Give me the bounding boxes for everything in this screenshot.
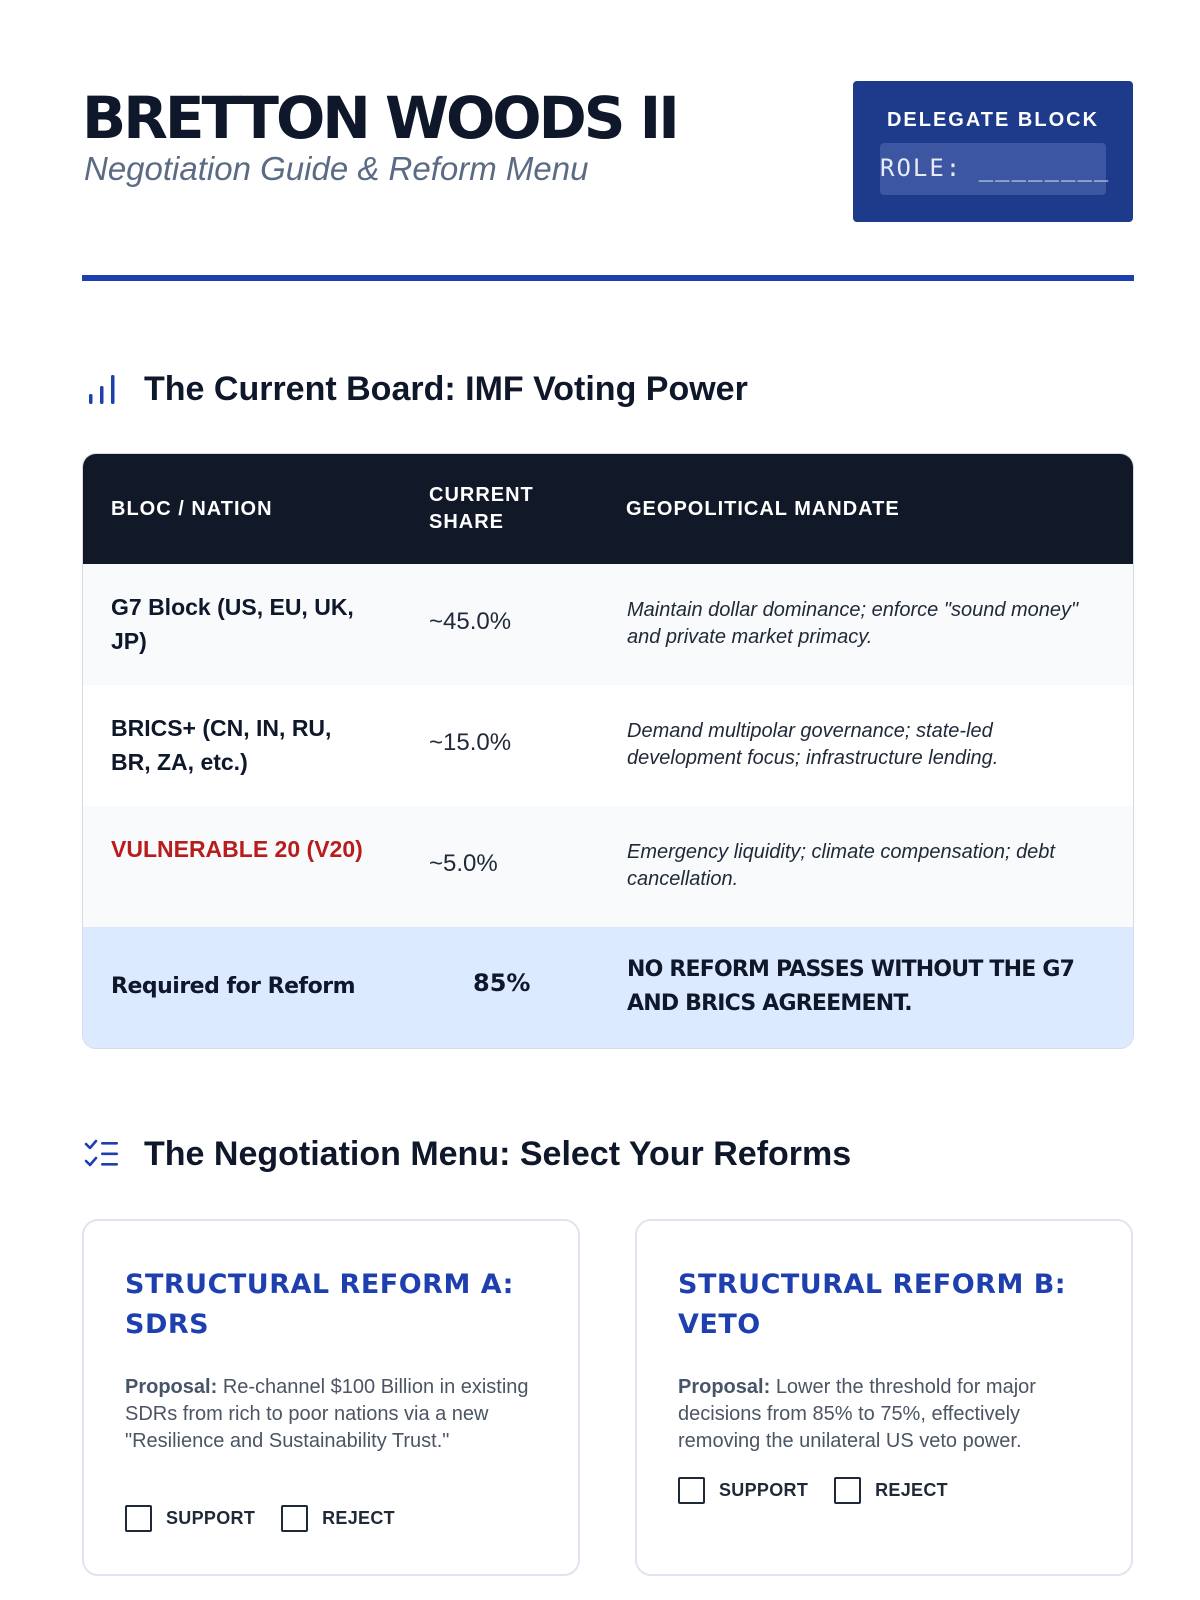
- reject-option[interactable]: [834, 1477, 948, 1504]
- current-share: ~45.0%: [429, 608, 512, 635]
- support-checkbox[interactable]: [678, 1477, 705, 1504]
- table-header: [83, 454, 1133, 564]
- table-footer-row: [83, 927, 1133, 1049]
- reform-proposal: [678, 1374, 1098, 1455]
- vote-options: [678, 1477, 974, 1504]
- bloc-name: G7 Block (US, EU, UK, JP): [111, 594, 354, 654]
- header-divider: [82, 275, 1134, 281]
- reform-proposal: [125, 1374, 545, 1455]
- section-title: The Current Board: IMF Voting Power: [144, 369, 748, 408]
- delegate-block: [853, 81, 1133, 222]
- vote-options: [125, 1505, 421, 1532]
- table-row: [83, 806, 1133, 927]
- geopolitical-mandate: Demand multipolar governance; state-led development focus; infrastructure lending.: [627, 720, 999, 769]
- support-option[interactable]: [125, 1505, 255, 1532]
- proposal-label: Proposal:: [125, 1376, 218, 1398]
- page-subtitle: Negotiation Guide & Reform Menu: [84, 150, 589, 187]
- geopolitical-mandate: Maintain dollar dominance; enforce "sound money" and private market primacy.: [627, 599, 1079, 648]
- reject-checkbox[interactable]: [834, 1477, 861, 1504]
- section-title: The Negotiation Menu: Select Your Reforms: [144, 1134, 852, 1173]
- proposal-text: Re-channel $100 Billion in existing SDRs from rich to poor nations via a new "Resilience and Sustainability Trust.": [125, 1376, 529, 1452]
- bloc-name: VULNERABLE 20 (V20): [111, 836, 363, 862]
- reform-card-a: [82, 1219, 580, 1576]
- section-heading-board: [82, 364, 748, 414]
- table-row: [83, 564, 1133, 685]
- page-title: BRETTON WOODS II: [82, 84, 677, 152]
- geopolitical-mandate: Emergency liquidity; climate compensation; debt cancellation.: [627, 841, 1055, 890]
- reform-threshold: 85%: [473, 969, 531, 997]
- bar-chart-icon: [82, 369, 122, 409]
- table-row: [83, 685, 1133, 806]
- reform-card-b: [635, 1219, 1133, 1576]
- section-heading-menu: [82, 1129, 851, 1179]
- reject-checkbox[interactable]: [281, 1505, 308, 1532]
- support-option[interactable]: [678, 1477, 808, 1504]
- support-label: SUPPORT: [719, 1480, 809, 1500]
- reject-option[interactable]: [281, 1505, 395, 1532]
- bloc-name: BRICS+ (CN, IN, RU, BR, ZA, etc.): [111, 715, 332, 775]
- proposal-text: Lower the threshold for major decisions from 85% to 75%, effectively removing the unilateral US veto power.: [678, 1376, 1036, 1452]
- delegate-label: DELEGATE BLOCK: [886, 109, 1100, 131]
- role-label: ROLE: ________: [880, 154, 1111, 182]
- column-header: BLOC / NATION: [111, 498, 273, 520]
- reject-label: REJECT: [322, 1508, 395, 1528]
- reject-label: REJECT: [875, 1480, 948, 1500]
- voting-power-table: [82, 453, 1134, 1049]
- current-share: ~5.0%: [429, 850, 498, 877]
- column-header: CURRENT SHARE: [429, 484, 534, 533]
- column-header: GEOPOLITICAL MANDATE: [626, 498, 900, 520]
- reform-requirement-label: Required for Reform: [111, 974, 356, 999]
- reform-warning: NO REFORM PASSES WITHOUT THE G7 AND BRICS AGREEMENT.: [627, 957, 1075, 1016]
- proposal-label: Proposal:: [678, 1376, 771, 1398]
- support-label: SUPPORT: [166, 1508, 256, 1528]
- role-field[interactable]: [880, 143, 1111, 195]
- current-share: ~15.0%: [429, 729, 512, 756]
- reform-title: STRUCTURAL REFORM A: SDRS: [125, 1269, 514, 1340]
- checklist-icon: [82, 1134, 122, 1174]
- reform-title: STRUCTURAL REFORM B: VETO: [678, 1269, 1067, 1340]
- support-checkbox[interactable]: [125, 1505, 152, 1532]
